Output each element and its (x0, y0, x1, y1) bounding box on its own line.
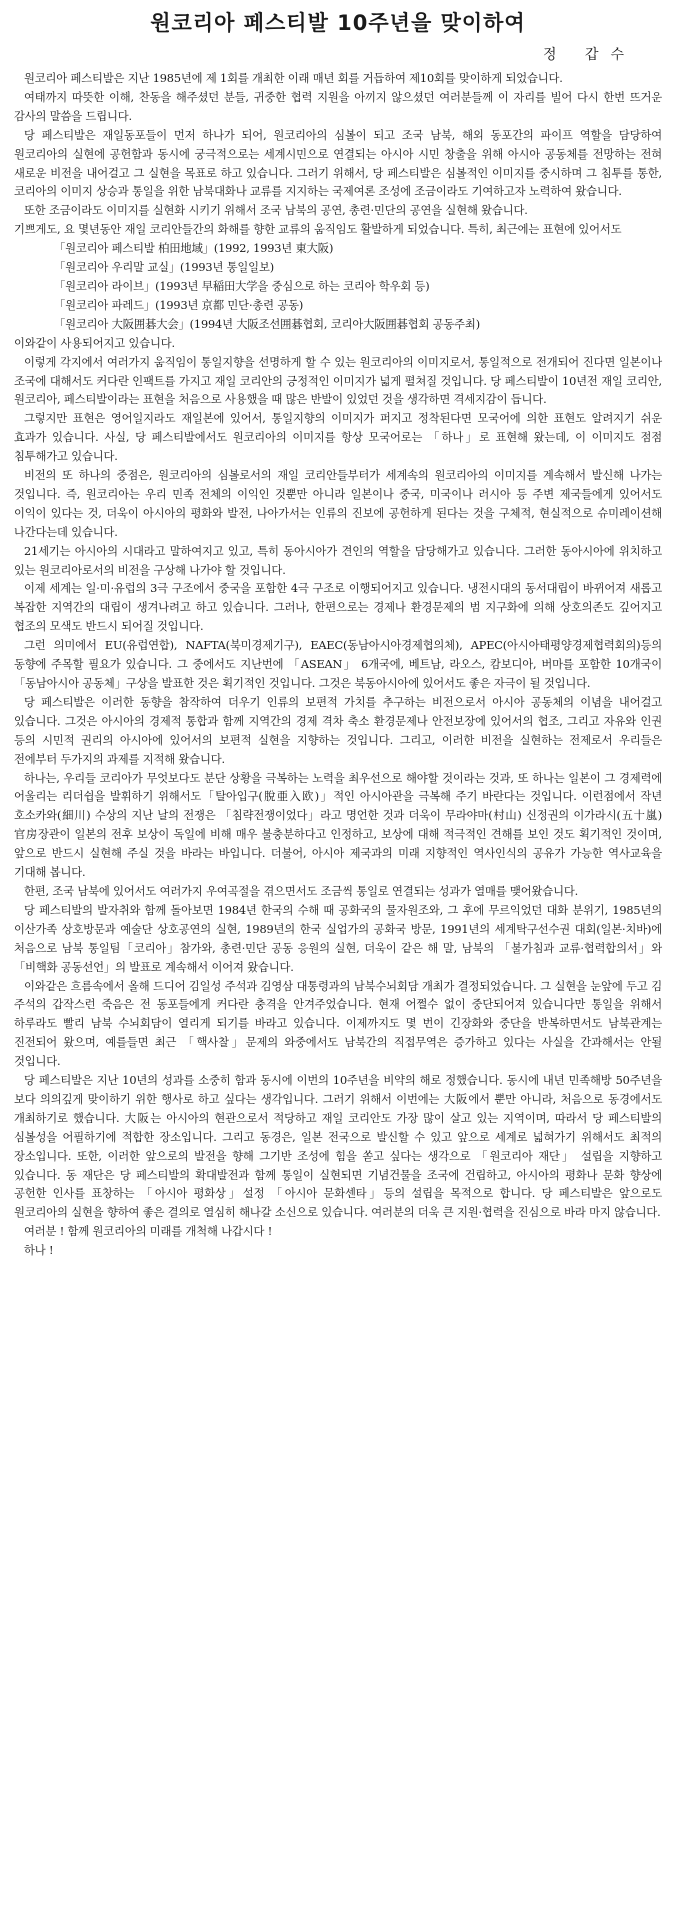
closing-word: 하나 ! (24, 1244, 54, 1258)
closing-line: 여러분 ! 함께 원코리아의 미래를 개척해 나갑시다 ! (24, 1225, 273, 1239)
paragraph: 그렇지만 표현은 영어일지라도 재일본에 있어서, 통일지향의 이미지가 퍼지고 정착된다면 모국어에 의한 표현도 알려지기 쉬운 효과가 있습니다. 사실, 당 페스티발에서도 원코리아의 이미지를 항상 모국어로는 「하나」로 표현해 왔는데, 이 이미지도 점점 침투해가고 있습니다. (14, 412, 662, 464)
paragraph: 비전의 또 하나의 중점은, 원코리아의 심볼로서의 재일 코리안들부터가 세계속의 원코리아의 이미지를 계속해서 발신해 나가는 것입니다. 즉, 원코리아는 우리 민족 전체의 이익인 것뿐만 아니라 일본이나 중국, 미국이나 러시아 등 주변 제국들에게 있어서도 이익이 있다는 것, 더욱이 아시아의 평화와 발전, 나아가서는 인류의 진보에 공헌하게 된다는 것을 구체적, 현실적으로 슈미레이션해 나간다는데 있습니다. (14, 469, 662, 539)
paragraph: 당 페스티발은 이러한 동향을 참작하여 더우기 인류의 보편적 가치를 추구하는 비전으로서 아시아 공동체의 이념을 내어걸고 있습니다. 그것은 아시아의 경제적 통합과 함께 지역간의 경제 격차 축소 환경문제나 안전보장에 있어서의 협조, 그리고 자유와 인권 등의 시민적 권리의 아시아에 있어서의 보편적 실현을 지향하는 것입니다. 그리고, 이러한 비전을 실현하는 전제로서 우리들은 전에부터 두가지의 과제를 지적해 왔습니다. (14, 695, 662, 766)
paragraph: 이렇게 각지에서 여러가지 움직임이 통일지향을 선명하게 할 수 있는 원코리아의 이미지로서, 통일적으로 전개되어 진다면 일본이나 조국에 대해서도 커다란 인팩트를 가지고 재일 코리안의 긍정적인 이미지가 넓게 펼쳐질 것입니다. 당 페스티발이 10년전 재일 코리안, 원코리아, 페스티발이라는 표현을 처음으로 사용했을 때 많은 반발이 있었던 것을 생각하면 격세지감이 듭니다. (14, 355, 662, 407)
paragraph: 여태까지 따뜻한 이해, 찬동을 해주셨던 분들, 귀중한 협력 지원을 아끼지 않으셨던 여러분들께 이 자리를 빌어 다시 한번 뜨거운 감사의 말씀을 드립니다. (14, 90, 662, 123)
paragraph: 그런 의미에서 EU(유럽연합), NAFTA(북미경제기구), EAEC(동남아시아경제협의체), APEC(아시아태평양경제협력회의)등의 동향에 주목할 필요가 있습니다. 그 중에서도 지난번에 「ASEAN」 6개국에, 베트남, 라오스, 캄보디아, 버마를 포함한 10개국이 「동남아시아 공동체」구상을 발표한 것은 획기적인 것입니다. 그것은 북동아시아에 있어서도 좋은 자극이 될 것입니다. (14, 639, 662, 690)
list-item: 「원코리아 라이브」(1993년 早稲田大学을 중심으로 하는 코리아 학우회 등) (54, 279, 430, 293)
paragraph: 당 페스티발은 재일동포들이 먼저 하나가 되어, 원코리아의 심볼이 되고 조국 남북, 해외 동포간의 파이프 역할을 담당하여 원코리아의 실현에 공헌함과 동시에 궁극적으로는 세계시민으로 연결되는 아시아 시민 창출을 위해 아시아 공동체를 전망하는 전혀 새로운 비전을 내어걸고 그 실현을 목표로 하고 있습니다. 그러기 위해서, 당 페스티발은 심볼적인 이미지를 중시하며 그 침투를 통한, 코리아의 이미지 상승과 통일을 위한 남북대화나 교류를 지지하는 국제여론 조성에 조금이라도 기여하고자 노력하여 왔습니다. (14, 128, 662, 199)
example-list (14, 240, 662, 335)
paragraph: 이와같이 사용되어지고 있습니다. (14, 336, 176, 350)
article (14, 6, 662, 1261)
paragraph: 한편, 조국 남북에 있어서도 여러가지 우여곡절을 겪으면서도 조금씩 통일로 연결되는 성과가 열매를 맺어왔습니다. (24, 884, 579, 898)
paragraph: 하나는, 우리들 코리아가 무엇보다도 분단 상황을 극복하는 노력을 최우선으로 해야할 것이라는 것과, 또 하나는 일본이 그 경제력에 어울리는 리더쉽을 발휘하기 위해서도「탈아입구(脫亜入欧)」적인 아시아관을 극복해 주기 바란다는 것입니다. 이런점에서 작년 호소카와(細川) 수상의 지난 날의 전쟁은 「침략전쟁이었다」라고 명언한 것과 더욱이 무라야마(村山) 신정권의 이가라시(五十嵐)官房장관이 일본의 전후 보상이 독일에 비해 매우 불충분하다고 인정하고, 보상에 대해 적극적인 견해를 보인 것도 획기적인 것이며, 앞으로 반드시 실현해 주실 것을 바라는 바입니다. 더불어, 아시아 제국과의 미래 지향적인 역사인식의 공유가 가능한 역사교육을 기대해 봅니다. (14, 771, 662, 880)
article-body (14, 70, 662, 1261)
article-title: 원코리아 페스티발 10주년을 맞이하여 (150, 11, 526, 35)
list-item: 「원코리아 우리말 교실」(1993년 통일일보) (54, 261, 274, 275)
paragraph: 당 페스티발의 발자취와 함께 돌아보면 1984년 한국의 수해 때 공화국의 물자원조와, 그 후에 무르익었던 대화 분위기, 1985년의 이산가족 상호방문과 예술단 상호공연의 실현, 1989년의 한국 실업가의 공화국 방문, 1991년의 세계탁구선수권 대회(일본·치바)에 처음으로 남북 통일팀「코리아」참가와, 총련·민단 공동 응원의 실현, 더욱이 같은 해 말, 남북의 「불가침과 교류·협력합의서」와 「비핵화 공동선언」의 발표로 계속해서 이어져 왔습니다. (14, 903, 662, 974)
paragraph: 이제 세계는 일·미·유럽의 3극 구조에서 중국을 포함한 4극 구조로 이행되어지고 있습니다. 냉전시대의 동서대립이 바뀌어져 새롭고 복잡한 지역간의 대립이 생겨나려고 하고 있습니다. 그러나, 한편으로는 경제나 환경문제의 범 지구화에 의해 상호의존도 깊어지고 협조의 모색도 반드시 되어질 것입니다. (14, 582, 662, 634)
list-item: 「원코리아 파레드」(1993년 京都 민단·총련 공동) (54, 298, 304, 312)
paragraph: 기쁘게도, 요 몇년동안 재일 코리안들간의 화해를 향한 교류의 움직임도 활발하게 되었습니다. 특히, 최근에는 표현에 있어서도 (14, 223, 622, 237)
paragraph: 원코리아 페스티발은 지난 1985년에 제 1회를 개최한 이래 매년 회를 거듭하여 제10회를 맞이하게 되었습니다. (24, 72, 563, 85)
list-item: 「원코리아 페스티발 柏田地域」(1992, 1993년 東大阪) (54, 242, 334, 256)
paragraph: 이와같은 흐름속에서 올해 드디어 김일성 주석과 김영삼 대통령과의 남북수뇌회담 개최가 결정되었습니다. 그 실현을 눈앞에 두고 김 주석의 갑작스런 죽음은 전 동포들에게 커다란 충격을 안겨주었습니다. 현재 어쩔수 없이 중단되어져 있습니다만 통일을 위해서 하루라도 빨리 남북 수뇌회담이 열리게 되기를 바라고 있습니다. 이제까지도 몇 번이 긴장화와 중단을 반복하면서도 남북관계는 진전되어 왔으며, 예를들면 최근 「핵사찰」문제의 와중에서도 남북간의 직접무역은 증가하고 있다는 사실을 간과해서는 안될 것입니다. (14, 979, 662, 1069)
paragraph: 또한 조금이라도 이미지를 실현화 시키기 위해서 조국 남북의 공연, 총련·민단의 공연을 실현해 왔습니다. (24, 204, 528, 218)
paragraph: 21세기는 아시아의 시대라고 말하여지고 있고, 특히 동아시아가 견인의 역할을 담당해가고 있습니다. 그러한 동아시아에 위치하고 있는 원코리아로서의 비전을 구상해 나가야 할 것입니다. (14, 544, 662, 577)
list-item: 「원코리아 大阪囲碁大会」(1994년 大阪조선囲碁협회, 코리아大阪囲碁협회 공동주최) (54, 317, 480, 331)
paragraph: 당 페스티발은 지난 10년의 성과를 소중히 함과 동시에 이번의 10주년을 비약의 해로 정했습니다. 동시에 내년 민족해방 50주년을 보다 의의깊게 맞이하기 위한 행사로 하고 싶다는 생각입니다. 그러기 위해서 이번에는 大阪에서 뿐만 아니라, 처음으로 동경에서도 개최하기로 했습니다. 大阪는 아시아의 현관으로서 적당하고 재일 코리안도 가장 많이 살고 있는 지역이며, 따라서 당 페스티발의 심볼성을 어필하기에 적합한 장소입니다. 그리고 동경은, 일본 전국으로 발신할 수 있고 앞으로 세계로 넓혀가기 위해서도 최적의 장소입니다. 또한, 이러한 앞으로의 발전을 향해 그기반 조성에 힘을 쏟고 싶다는 생각으로 「원코리아 재단」 설립을 지향하고 있습니다. 동 재단은 당 페스티발의 확대발전과 함께 통일이 실현되면 기념건물을 조국에 건립하고, 아시아의 평화나 문화 향상에 공헌한 인사를 표창하는 「아시아 평화상」설정 「아시아 문화센타」등의 설립을 목적으로 합니다. 당 페스티발은 앞으로도 원코리아의 실현을 향하여 좋은 결의로 열심히 해나갈 소신으로 있습니다. 여러분의 더욱 큰 지원·협력을 진심으로 바라 마지 않습니다. (14, 1074, 662, 1220)
author-name: 정 갑수 (542, 47, 636, 63)
